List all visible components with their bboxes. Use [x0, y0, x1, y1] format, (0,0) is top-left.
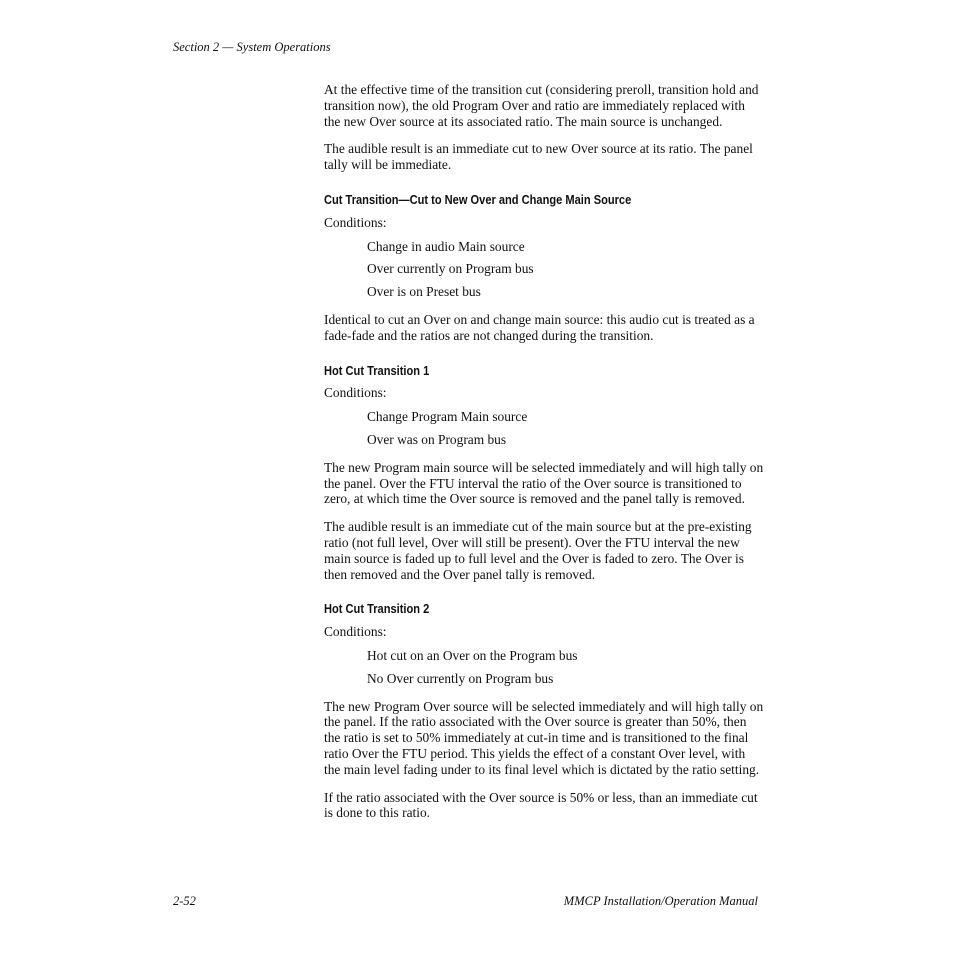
condition-item: Over currently on Program bus — [367, 261, 534, 277]
body-paragraph: If the ratio associated with the Over source is 50% or less, than an immediate cut is done to this ratio. — [324, 789, 758, 821]
intro-paragraph-1: At the effective time of the transition cut (considering preroll, transition hold and transition now), the old Program Over and ratio are immediately replaced with the new Over source at its associated ratio. The main source is unchanged. — [324, 82, 759, 129]
conditions-list — [367, 239, 764, 300]
conditions-label: Conditions: — [324, 385, 387, 401]
running-header: Section 2 — System Operations — [173, 40, 331, 54]
intro-paragraph-2: The audible result is an immediate cut to new Over source at its ratio. The panel tally will be immediate. — [324, 141, 753, 173]
condition-item: Hot cut on an Over on the Program bus — [367, 647, 578, 663]
condition-item: Change in audio Main source — [367, 238, 525, 254]
body-paragraph: Identical to cut an Over on and change main source: this audio cut is treated as a fade-fade and the ratios are not changed during the transition. — [324, 311, 755, 343]
conditions-label: Conditions: — [324, 214, 387, 230]
section-heading-cut-transition: Cut Transition—Cut to New Over and Change Main Source — [324, 192, 632, 207]
conditions-list — [367, 409, 764, 448]
section-heading-hot-cut-2: Hot Cut Transition 2 — [324, 602, 430, 617]
body-paragraph: The new Program main source will be selected immediately and will high tally on the panel. Over the FTU interval the ratio of the Over source is transitioned to zero, at which time the Over source is removed and the panel tally is removed. — [324, 459, 764, 507]
body-paragraph: The audible result is an immediate cut of the main source but at the pre-existing ratio (not full level, Over will still be present). Over the FTU interval the new main source is faded up to full level and the Over is faded to zero. The Over is then removed and the Over panel tally is removed. — [324, 519, 752, 582]
page-body — [324, 82, 764, 833]
condition-item: No Over currently on Program bus — [367, 670, 554, 686]
conditions-list — [367, 648, 764, 687]
page-number: 2-52 — [173, 894, 196, 908]
manual-title: MMCP Installation/Operation Manual — [563, 894, 758, 908]
conditions-label: Conditions: — [324, 624, 387, 640]
body-paragraph: The new Program Over source will be selected immediately and will high tally on the panel. If the ratio associated with the Over source is greater than 50%, then the ratio is set to 50% immediately at cut-in time and is transitioned to the final ratio Over the FTU period. This yields the effect of a constant Over level, with the main level fading under to its final level which is dictated by the ratio setting. — [324, 698, 764, 777]
section-heading-hot-cut-1: Hot Cut Transition 1 — [324, 363, 430, 378]
condition-item: Change Program Main source — [367, 409, 528, 425]
condition-item: Over is on Preset bus — [367, 284, 481, 300]
condition-item: Over was on Program bus — [367, 431, 507, 447]
